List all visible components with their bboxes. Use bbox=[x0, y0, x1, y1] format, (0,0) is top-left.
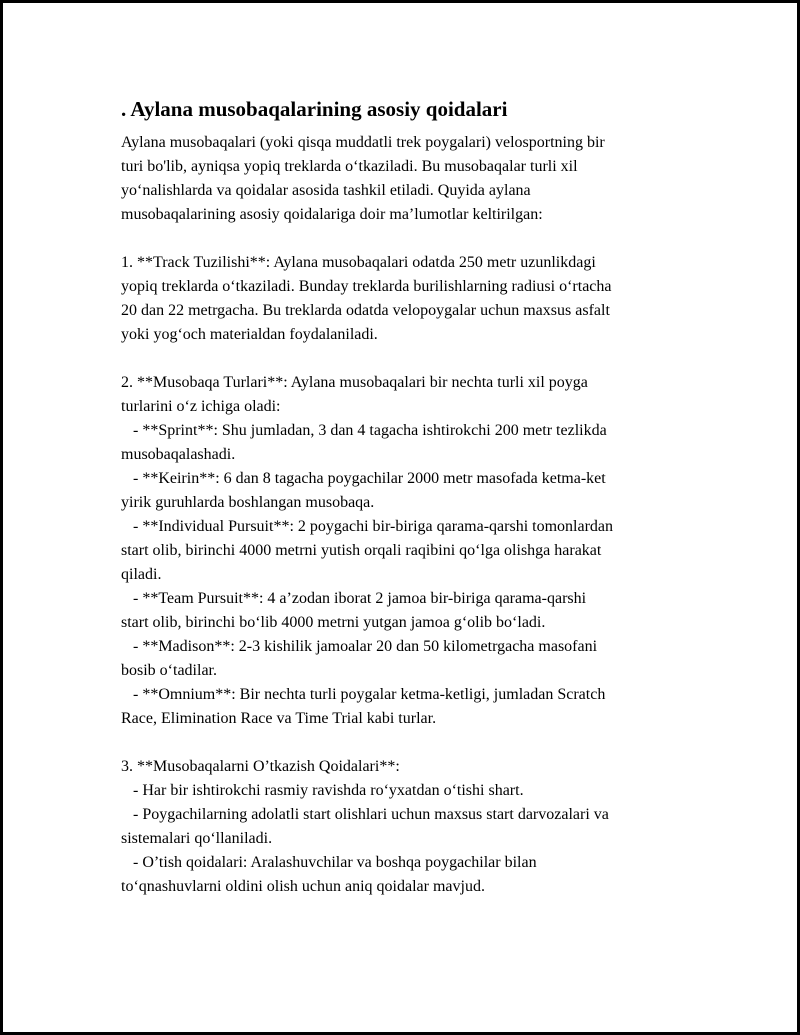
text-line: yo‘nalishlarda va qoidalar asosida tashkil etiladi. Quyida aylana bbox=[121, 182, 531, 199]
text-line: musobaqalashadi. bbox=[121, 446, 236, 463]
list-item-sprint: - **Sprint**: Shu jumladan, 3 dan 4 tagacha ishtirokchi 200 metr tezlikda bbox=[121, 422, 607, 439]
section-1-track-structure bbox=[121, 251, 721, 347]
text-line: bosib o‘tadilar. bbox=[121, 662, 217, 679]
text-line: Race, Elimination Race va Time Trial kabi turlar. bbox=[121, 710, 437, 727]
text-line: 1. **Track Tuzilishi**: Aylana musobaqalari odatda 250 metr uzunlikdagi bbox=[121, 254, 596, 271]
text-line: 20 dan 22 metrgacha. Bu treklarda odatda velopoygalar uchun maxsus asfalt bbox=[121, 302, 610, 319]
text-line: start olib, birinchi bo‘lib 4000 metrni yutgan jamoa g‘olib bo‘ladi. bbox=[121, 614, 546, 631]
text-line: yopiq treklarda o‘tkaziladi. Bunday treklarda burilishlarning radiusi o‘rtacha bbox=[121, 278, 612, 295]
section-2-race-types bbox=[121, 371, 721, 731]
text-line: 2. **Musobaqa Turlari**: Aylana musobaqalari bir nechta turli xil poyga bbox=[121, 374, 588, 391]
list-item-team-pursuit: - **Team Pursuit**: 4 a’zodan iborat 2 jamoa bir-biriga qarama-qarshi bbox=[121, 590, 587, 607]
list-item-omnium: - **Omnium**: Bir nechta turli poygalar ketma-ketligi, jumladan Scratch bbox=[121, 686, 606, 703]
paragraph-gap bbox=[121, 227, 721, 251]
text-line: yirik guruhlarda boshlangan musobaqa. bbox=[121, 494, 375, 511]
list-item-individual-pursuit: - **Individual Pursuit**: 2 poygachi bir-biriga qarama-qarshi tomonlardan bbox=[121, 518, 614, 535]
text-line: qiladi. bbox=[121, 566, 162, 583]
paragraph-gap bbox=[121, 731, 721, 755]
page-title: . Aylana musobaqalarining asosiy qoidalari bbox=[121, 97, 508, 121]
document-content bbox=[121, 95, 721, 899]
paragraph-gap bbox=[121, 347, 721, 371]
text-line: Aylana musobaqalari (yoki qisqa muddatli trek poygalari) velosportning bir bbox=[121, 134, 605, 151]
list-item-keirin: - **Keirin**: 6 dan 8 tagacha poygachilar 2000 metr masofada ketma-ket bbox=[121, 470, 606, 487]
section-3-rules bbox=[121, 755, 721, 899]
list-item-start-gates: - Poygachilarning adolatli start olishlari uchun maxsus start darvozalari va bbox=[121, 806, 609, 823]
text-line: to‘qnashuvlarni oldini olish uchun aniq qoidalar mavjud. bbox=[121, 878, 485, 895]
list-item-registration: - Har bir ishtirokchi rasmiy ravishda ro‘yxatdan o‘tishi shart. bbox=[121, 782, 524, 799]
list-item-madison: - **Madison**: 2-3 kishilik jamoalar 20 dan 50 kilometrgacha masofani bbox=[121, 638, 598, 655]
text-line: sistemalari qo‘llaniladi. bbox=[121, 830, 273, 847]
text-line: musobaqalarining asosiy qoidalariga doir ma’lumotlar keltirilgan: bbox=[121, 206, 543, 223]
list-item-passing-rules: - O’tish qoidalari: Aralashuvchilar va boshqa poygachilar bilan bbox=[121, 854, 537, 871]
text-line: 3. **Musobaqalarni O’tkazish Qoidalari**: bbox=[121, 758, 400, 775]
text-line: start olib, birinchi 4000 metrni yutish orqali raqibini qo‘lga olishga harakat bbox=[121, 542, 602, 559]
intro-paragraph bbox=[121, 131, 721, 227]
text-line: yoki yog‘och materialdan foydalaniladi. bbox=[121, 326, 378, 343]
text-line: turlarini o‘z ichiga oladi: bbox=[121, 398, 281, 415]
text-line: turi bo'lib, ayniqsa yopiq treklarda o‘tkaziladi. Bu musobaqalar turli xil bbox=[121, 158, 578, 175]
